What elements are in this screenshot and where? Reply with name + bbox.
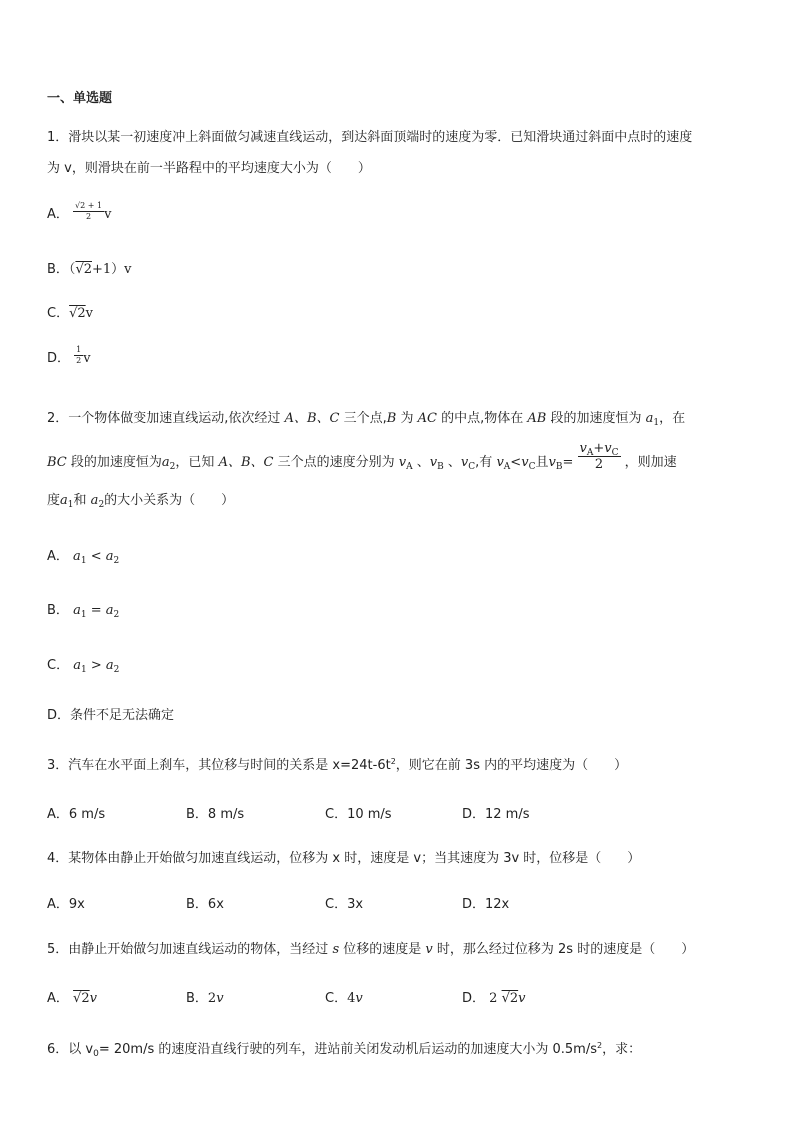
question-1-option-b: B．（√2+1）v — [47, 262, 132, 277]
question-5-number: 5． — [47, 942, 69, 957]
section-title: 一、单选题 — [47, 91, 113, 106]
question-5-option-d: D． 2 √2v — [462, 991, 526, 1006]
question-2-line-1: 2．一个物体做变加速直线运动,依次经过 A、B、C 三个点,B 为 AC 的中点,物体在 AB 段的加速度恒为 $a_1$，在 — [47, 411, 686, 428]
question-1-line-1: 1．滑块以某一初速度冲上斜面做匀减速直线运动，到达斜面顶端时的速度为零．已知滑块通过斜面中点时的速度 — [47, 130, 693, 145]
question-4-option-c: C．3x — [325, 897, 364, 912]
question-6-number: 6． — [47, 1042, 69, 1057]
question-1-number: 1． — [47, 130, 69, 145]
fraction: $\frac{√2 + 1}{2}$ — [75, 201, 103, 221]
question-5-stem: 5．由静止开始做匀加速直线运动的物体，当经过 s 位移的速度是 v 时，那么经过位移为 2s 时的速度是（ ） — [47, 942, 695, 957]
question-4-number: 4． — [47, 851, 69, 866]
question-2-line-3: 度$a_1$和 $a_2$的大小关系为（ ） — [47, 493, 235, 510]
question-4-option-a: A．9x — [47, 897, 85, 912]
question-2-option-a: A． $a_1 < a_2$ — [47, 549, 120, 566]
question-1-option-a: A． $\frac{√2 + 1}{2}$ v — [47, 201, 112, 222]
question-5-option-a: A． √2v — [47, 991, 97, 1006]
question-3-option-b: B．8 m/s — [186, 807, 245, 822]
fraction: $\frac{v_A+v_C}{2}$ — [579, 441, 619, 472]
question-2-number: 2． — [47, 411, 69, 426]
question-3-number: 3． — [47, 758, 69, 773]
question-4-option-b: B．6x — [186, 897, 224, 912]
question-2-option-d: D．条件不足无法确定 — [47, 708, 175, 723]
question-2-line-2: BC 段的加速度恒为$a_2$，已知 A、B、C 三个点的速度分别为 $v_A$ 、$v_B$ 、$v_C$,有 $v_A<v_C$且$v_B=$ $\frac{v_A+v_C}{2}$ ，则加速 — [47, 441, 677, 472]
question-5-option-b: B．2v — [186, 991, 224, 1006]
question-3-option-c: C．10 m/s — [325, 807, 392, 822]
question-6-stem: 6．以 $v_0= 20m/s$ 的速度沿直线行驶的列车，进站前关闭发动机后运动的加速度大小为 $0.5m/s^2$，求： — [47, 1041, 642, 1059]
question-3-option-d: D．12 m/s — [462, 807, 530, 822]
question-3-stem: 3．汽车在水平面上刹车，其位移与时间的关系是 $x=24t-6t^2$，则它在前 3s 内的平均速度为（ ） — [47, 757, 628, 773]
question-2-option-b: B． $a_1 = a_2$ — [47, 603, 120, 620]
question-2-option-c: C． $a_1 > a_2$ — [47, 658, 120, 675]
question-4-stem: 4．某物体由静止开始做匀加速直线运动，位移为 x 时，速度是 v；当其速度为 3v 时，位移是（ ） — [47, 851, 641, 866]
question-4-option-d: D．12x — [462, 897, 510, 912]
question-5-option-c: C．4v — [325, 991, 363, 1006]
question-3-option-a: A．6 m/s — [47, 807, 106, 822]
fraction: $\frac{1}{2}$ — [76, 345, 82, 365]
question-1-line-2: 为 v，则滑块在前一半路程中的平均速度大小为（ ） — [47, 161, 371, 176]
question-1-option-c: C．√2v — [47, 306, 93, 321]
question-1-option-d: D． $\frac{1}{2}$ v — [47, 345, 91, 366]
